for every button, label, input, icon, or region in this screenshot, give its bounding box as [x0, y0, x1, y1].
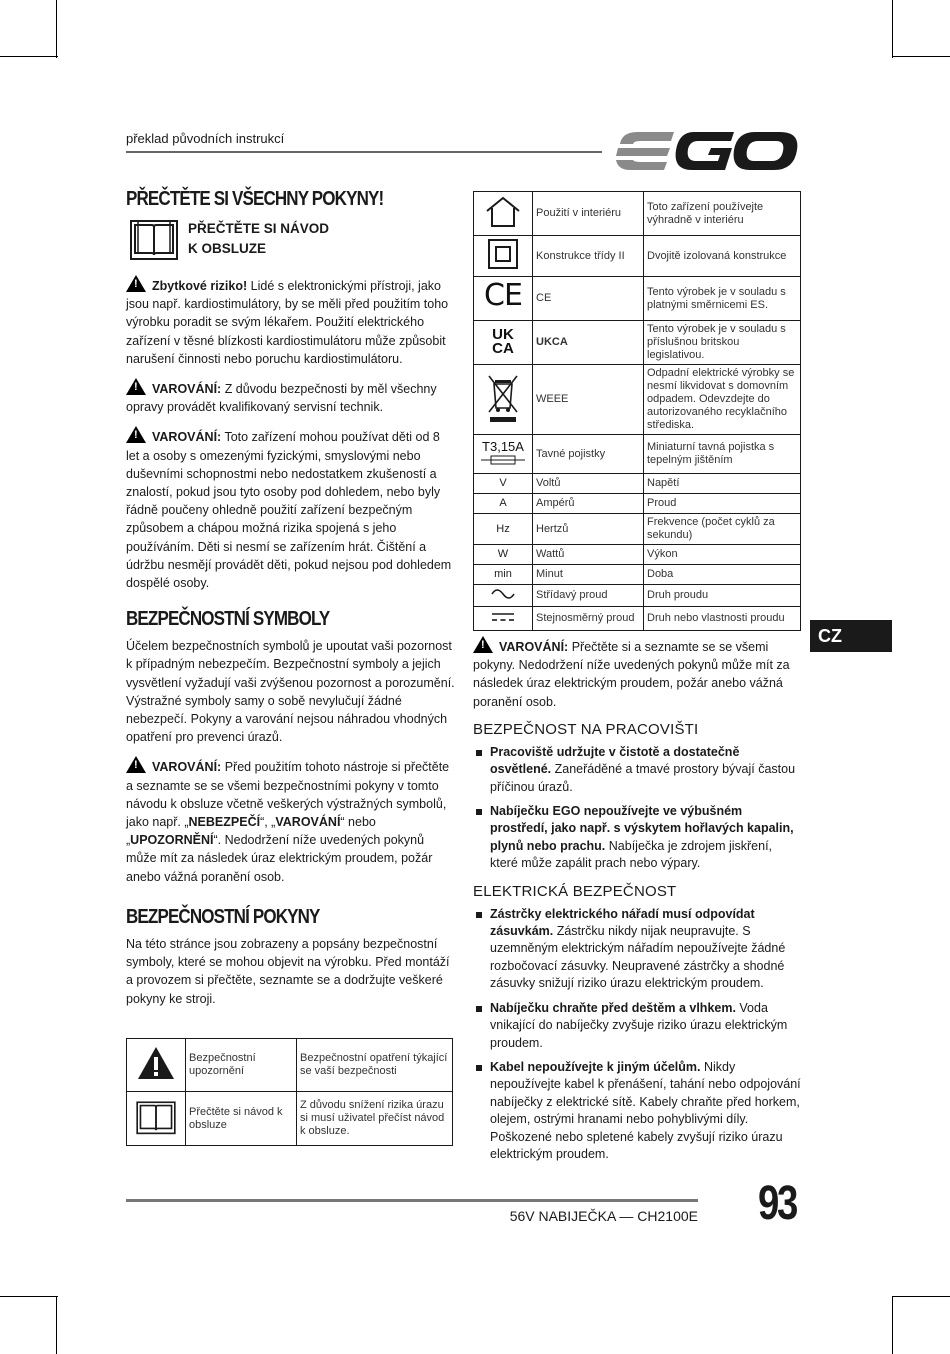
table-icon-cell	[474, 192, 533, 236]
list-item-bold: Zástrčky elektrického nářadí musí odpovídat zásuvkám.	[490, 906, 755, 939]
warning-paragraph	[126, 378, 456, 416]
list-item-bold: Nabíječku EGO nepoužívejte ve výbušném prostředí, jako např. s výskytem hořlavých kapalin, plynů nebo prachu.	[490, 804, 794, 853]
table-name-cell: Bezpečnostní upozornění	[186, 1039, 297, 1092]
residual-risk-paragraph	[126, 275, 456, 368]
list-item-bold: Kabel nepoužívejte k jiným účelům.	[490, 1059, 701, 1074]
fuse-rating: T3,15A	[482, 439, 524, 454]
residual-risk-label: Zbytkové riziko!	[152, 279, 248, 293]
warning-label: VAROVÁNÍ:	[152, 430, 222, 445]
table-icon-cell: A	[474, 494, 533, 514]
table-row	[127, 1092, 453, 1146]
list-item	[473, 1059, 803, 1163]
warning-icon	[136, 1045, 176, 1081]
list-item	[473, 906, 803, 993]
warning-icon	[126, 275, 146, 292]
table-icon-cell	[474, 236, 533, 277]
right-symbol-table	[473, 191, 801, 631]
list-item-bold: Pracoviště udržujte v čistotě a dostatečně osvětlené.	[490, 744, 740, 777]
language-tab: CZ	[810, 620, 892, 652]
keyword-warning: VAROVÁNÍ	[275, 815, 341, 830]
weee-bin-icon	[486, 372, 520, 424]
warning-text: Toto zařízení mohou používat děti od 8 let a osoby s omezenými fyzickými, smyslovými nebo duševními schopnostmi nebo nedostatkem zkušeností a znalostí, pokud jsou tyto osoby pod dohledem, nebo byly řádně poučeny ohledně použití zařízení bezpečným způsobem a chápou možná rizika spojená s jeho používáním. Děti si nesmí se zařízením hrát. Čištění a údržbu nesmějí provádět děti, pokud nejsou pod dohledem dospělé osoby.	[126, 430, 452, 591]
table-desc-cell: Proud	[644, 494, 801, 514]
section-title-instructions: BEZPEČNOSTNÍ POKYNY	[126, 905, 320, 928]
ce-icon: CE	[484, 277, 522, 313]
crop-mark	[892, 1296, 893, 1354]
warning-icon	[126, 378, 146, 395]
table-name-cell: WEEE	[533, 365, 644, 435]
crop-mark	[892, 1296, 950, 1297]
warning-text: Přečtěte si a seznamte se se všemi pokyny. Nedodržení níže uvedených pokynů může mít za následek úraz elektrickým proudem, požár anebo vážná poranění osob.	[473, 640, 790, 709]
left-column	[126, 188, 456, 1018]
crop-mark	[56, 0, 57, 58]
crop-mark	[0, 56, 58, 57]
warning-paragraph	[473, 636, 803, 711]
residual-risk-text: Lidé s elektronickými přístroji, jako jsou např. kardiostimulátory, by se měli před použitím toho výrobku poradit se svým lékařem. Použití elektrického zařízení v těsné blízkosti kardiostimulátoru může způsobit narušení činnosti nebo poruchu kardiostimulátoru.	[126, 279, 449, 366]
fuse-symbol-icon	[481, 455, 525, 465]
table-row	[474, 494, 801, 514]
table-desc-cell: Druh nebo vlastnosti proudu	[644, 607, 801, 631]
table-icon-cell	[474, 277, 533, 321]
warning-text: Z důvodu bezpečnosti by měl všechny opravy provádět kvalifikovaný servisní technik.	[126, 382, 437, 415]
table-icon-cell: Hz	[474, 514, 533, 545]
table-row	[474, 435, 801, 474]
warning-text: “. Nedodržení níže uvedených pokynů může mít za následek úraz elektrickým proudem, požár anebo vážná poranění osob.	[126, 833, 433, 884]
manual-book-icon	[130, 217, 178, 261]
table-icon-cell: V	[474, 474, 533, 494]
table-desc-cell: Výkon	[644, 545, 801, 565]
table-row	[474, 514, 801, 545]
table-icon-cell	[127, 1092, 186, 1146]
table-row	[127, 1039, 453, 1092]
table-desc-cell: Druh proudu	[644, 585, 801, 607]
table-name-cell: CE	[533, 277, 644, 321]
table-row	[474, 585, 801, 607]
table-icon-cell	[474, 365, 533, 435]
footer-rule	[126, 1199, 698, 1202]
dc-icon	[490, 611, 516, 623]
table-name-cell: Konstrukce třídy II	[533, 236, 644, 277]
read-manual-line: PŘEČTĚTE SI NÁVOD	[188, 221, 330, 236]
keyword-caution: UPOZORNĚNÍ	[130, 833, 214, 848]
read-manual-box	[130, 217, 456, 261]
table-icon-cell: W	[474, 545, 533, 565]
warning-text: “, „	[260, 815, 276, 830]
table-row	[474, 365, 801, 435]
crop-mark	[56, 1296, 57, 1354]
ego-logo	[616, 128, 800, 174]
table-icon-cell	[474, 607, 533, 631]
list-item-text: Voda vnikající do nabíječky zvyšuje riziko úrazu elektrickým proudem.	[490, 1000, 788, 1050]
warning-icon	[473, 636, 493, 653]
table-row	[474, 607, 801, 631]
list-item-text: Zástrčku nikdy nijak neupravujte. S uzemněným elektrickým nářadím nepoužívejte žádné rozbočovací zásuvky. Neupravené zástrčky a shodné zásuvky snižují riziko úrazu elektrickým proudem.	[490, 924, 786, 991]
manual-book-icon	[136, 1099, 176, 1135]
table-icon-cell	[127, 1039, 186, 1092]
table-desc-cell: Odpadní elektrické výrobky se nesmí likvidovat s domovním odpadem. Odevzdejte do autorizovaného recyklačního střediska.	[644, 365, 801, 435]
table-desc-cell: Doba	[644, 565, 801, 585]
class-ii-icon	[487, 238, 519, 270]
electrical-safety-list	[473, 906, 803, 1164]
list-item	[473, 803, 803, 873]
left-symbol-table	[126, 1038, 453, 1146]
warning-icon	[126, 756, 146, 773]
table-name-cell: Wattů	[533, 545, 644, 565]
warning-label: VAROVÁNÍ:	[499, 640, 569, 654]
work-safety-title: BEZPEČNOST NA PRACOVIŠTI	[473, 720, 699, 738]
table-name-cell: Použití v interiéru	[533, 192, 644, 236]
table-row	[474, 277, 801, 321]
table-desc-cell: Toto zařízení používejte výhradně v interiéru	[644, 192, 801, 236]
warning-paragraph	[126, 426, 456, 592]
table-row	[474, 236, 801, 277]
warning-label: VAROVÁNÍ:	[152, 382, 222, 397]
table-desc-cell: Napětí	[644, 474, 801, 494]
table-name-cell: Ampérů	[533, 494, 644, 514]
page-number: 93	[758, 1177, 796, 1230]
symbols-paragraph: Účelem bezpečnostních symbolů je upoutat vaši pozornost k případným nebezpečím. Bezpečnostní symboly a jejich vysvětlení vyžadují vaši zvýšenou pozornost a porozumění. Výstražné symboly samy o sobě nevylučují žádné nebezpečí. Pokyny a varování nejsou náhradou vhodných opatření pro prevenci úrazů.	[126, 639, 455, 745]
warning-text: “ nebo „	[126, 815, 376, 848]
table-desc-cell: Tento výrobek je v souladu s platnými směrnicemi ES.	[644, 277, 801, 321]
table-row	[474, 545, 801, 565]
keyword-danger: NEBEZPEČÍ	[188, 815, 261, 830]
table-desc-cell: Dvojitě izolovaná konstrukce	[644, 236, 801, 277]
table-desc-cell: Miniaturní tavná pojistka s tepelným jištěním	[644, 435, 801, 474]
table-row	[474, 321, 801, 365]
list-item	[473, 744, 803, 796]
section-title-read-all: PŘEČTĚTE SI VŠECHNY POKYNY!	[126, 188, 384, 210]
table-name-cell: UKCA	[533, 321, 644, 365]
table-name-cell: Minut	[533, 565, 644, 585]
table-icon-cell	[474, 585, 533, 607]
table-row	[474, 474, 801, 494]
list-item-bold: Nabíječku chraňte před deštěm a vlhkem.	[490, 1000, 736, 1015]
table-desc-cell: Tento výrobek je v souladu s příslušnou britskou legislativou.	[644, 321, 801, 365]
crop-mark	[892, 0, 893, 58]
list-item-text: Zaneřáděné a tmavé prostory bývají častou příčinou úrazů.	[490, 762, 796, 794]
table-desc-cell: Frekvence (počet cyklů za sekundu)	[644, 514, 801, 545]
list-item-text: Nabíječka je zdrojem jiskření, které může zapálit prach nebo výpary.	[490, 838, 773, 871]
crop-mark	[892, 56, 950, 57]
house-icon	[483, 195, 523, 229]
instructions-paragraph: Na této stránce jsou zobrazeny a popsány bezpečnostní symboly, které se mohou objevit na výrobku. Před montáží a provozem si přečtěte, seznamte se a dodržujte veškeré pokyny ke stroji.	[126, 936, 450, 1006]
ac-wave-icon	[490, 588, 516, 600]
table-desc-cell: Z důvodu snížení rizika úrazu si musí uživatel přečíst návod k obsluze.	[297, 1092, 453, 1146]
electrical-safety-title: ELEKTRICKÁ BEZPEČNOST	[473, 882, 677, 900]
warning-icon	[126, 426, 146, 443]
work-safety-list	[473, 744, 803, 873]
fuse-icon	[474, 440, 532, 468]
table-icon-cell	[474, 321, 533, 365]
table-name-cell: Voltů	[533, 474, 644, 494]
table-name-cell: Střídavý proud	[533, 585, 644, 607]
table-icon-cell: min	[474, 565, 533, 585]
list-item-text: Nikdy nepoužívejte kabel k přenášení, tahání nebo odpojování nabíječky z elektrické sítě. Kabely chraňte před horkem, olejem, ostrými hranami nebo pohyblivými díly. Poškozené nebo spletené kabely zvyšují riziko úrazu elektrickým proudem.	[490, 1059, 801, 1161]
list-item	[473, 1000, 803, 1052]
section-title-symbols: BEZPEČNOSTNÍ SYMBOLY	[126, 608, 330, 631]
table-name-cell: Tavné pojistky	[533, 435, 644, 474]
header-rule	[126, 151, 602, 153]
right-column	[473, 636, 803, 1173]
ukca-icon: UK CA	[492, 326, 514, 357]
table-desc-cell: Bezpečnostní opatření týkající se vaší bezpečnosti	[297, 1039, 453, 1092]
table-name-cell: Přečtěte si návod k obsluze	[186, 1092, 297, 1146]
table-icon-cell	[474, 435, 533, 474]
footer-product: 56V NABIJEČKA — CH2100E	[509, 1208, 698, 1224]
crop-mark	[0, 1296, 58, 1297]
table-name-cell: Hertzů	[533, 514, 644, 545]
table-name-cell: Stejnosměrný proud	[533, 607, 644, 631]
warning-label: VAROVÁNÍ:	[152, 760, 222, 775]
warning-paragraph	[126, 756, 456, 885]
table-row	[474, 192, 801, 236]
header-subtitle: překlad původních instrukcí	[126, 131, 285, 146]
read-manual-line: K OBSLUZE	[188, 241, 267, 256]
table-row	[474, 565, 801, 585]
warning-text: Před použitím tohoto nástroje si přečtěte a seznamte se se všemi bezpečnostními pokyny v tomto návodu k obsluze včetně veškerých výstražných symbolů, jako např. „	[126, 760, 450, 830]
